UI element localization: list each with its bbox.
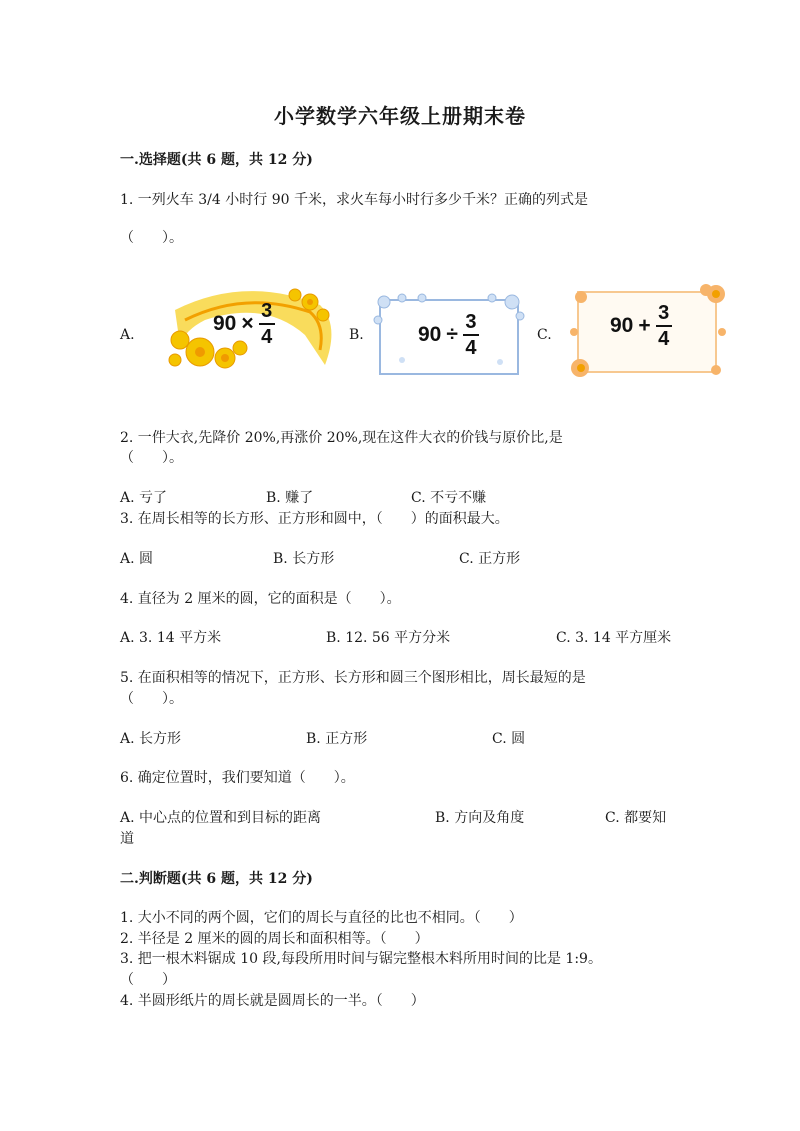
q1-c-numerator: 3: [658, 302, 670, 324]
question-1-blank: （ ）。: [120, 230, 183, 246]
fraction-bar: [463, 334, 479, 336]
q3-option-a: A. 圆: [120, 551, 154, 567]
question-4-stem: 4. 直径为 2 厘米的圆，它的面积是（ ）。: [120, 591, 401, 607]
q3-option-c: C. 正方形: [459, 551, 521, 567]
question-2-blank: （ ）。: [120, 450, 183, 466]
q1-b-number: 90: [418, 323, 442, 346]
question-5-blank: （ ）。: [120, 691, 183, 707]
q1-b-denominator: 4: [465, 337, 477, 359]
judgement-item-3: 3. 把一根木料锯成 10 段,每段所用时间与锯完整根木料所用时间的比是 1:9。: [120, 951, 602, 967]
q6-option-c-wrap: 道: [120, 831, 134, 847]
q6-option-c: C. 都要知: [605, 810, 667, 826]
judgement-item-1: 1. 大小不同的两个圆，它们的周长与直径的比也不相同。（ ）: [120, 910, 523, 926]
section-heading-choice: 一.选择题(共 6 题，共 12 分): [120, 152, 313, 168]
q4-option-b: B. 12. 56 平方分米: [326, 630, 451, 646]
q3-option-b: B. 长方形: [273, 551, 335, 567]
q1-option-b-letter: B.: [349, 327, 364, 343]
page-title: 小学数学六年级上册期末卷: [274, 104, 526, 128]
question-5-stem: 5. 在面积相等的情况下，正方形、长方形和圆三个图形相比，周长最短的是: [120, 670, 586, 686]
question-6-stem: 6. 确定位置时，我们要知道（ ）。: [120, 770, 355, 786]
q2-option-c: C. 不亏不赚: [411, 490, 487, 506]
q1-c-number: 90: [610, 314, 634, 337]
q1-a-fraction: [259, 301, 275, 347]
q1-a-numerator: 3: [261, 300, 273, 322]
q4-option-c: C. 3. 14 平方厘米: [556, 630, 672, 646]
q1-option-a-expression: [213, 301, 275, 347]
q1-c-denominator: 4: [658, 328, 670, 350]
plus-sign: +: [638, 314, 651, 337]
q2-option-a: A. 亏了: [120, 490, 168, 506]
fraction-bar: [259, 323, 275, 325]
multiply-sign: ×: [241, 312, 254, 335]
q1-b-numerator: 3: [465, 311, 477, 333]
section-heading-judgement: 二.判断题(共 6 题，共 12 分): [120, 871, 313, 887]
q2-option-b: B. 赚了: [266, 490, 314, 506]
question-1-stem: 1. 一列火车 3/4 小时行 90 千米，求火车每小时行多少千米？正确的列式是: [120, 192, 588, 208]
divide-sign: ÷: [446, 323, 458, 346]
q1-option-a-letter: A.: [120, 327, 135, 343]
q5-option-a: A. 长方形: [120, 731, 182, 747]
judgement-item-2: 2. 半径是 2 厘米的圆的周长和面积相等。（ ）: [120, 931, 429, 947]
q1-option-c-letter: C.: [537, 327, 552, 343]
q5-option-c: C. 圆: [492, 731, 526, 747]
q6-option-a: A. 中心点的位置和到目标的距离: [120, 810, 322, 826]
q1-option-c-expression: [610, 303, 672, 349]
q1-c-fraction: [656, 303, 672, 349]
q5-option-b: B. 正方形: [306, 731, 368, 747]
q1-option-b-expression: [418, 312, 479, 358]
judgement-item-4: 4. 半圆形纸片的周长就是圆周长的一半。（ ）: [120, 993, 425, 1009]
question-2-stem: 2. 一件大衣,先降价 20%,再涨价 20%,现在这件大衣的价钱与原价比,是: [120, 430, 563, 446]
fraction-bar: [656, 325, 672, 327]
judgement-item-3-blank: （ ）: [120, 972, 176, 988]
q1-a-number: 90: [213, 312, 237, 335]
question-3-stem: 3. 在周长相等的长方形、正方形和圆中，（ ）的面积最大。: [120, 511, 509, 527]
q4-option-a: A. 3. 14 平方米: [120, 630, 222, 646]
q1-b-fraction: [463, 312, 479, 358]
q1-a-denominator: 4: [261, 326, 273, 348]
q6-option-b: B. 方向及角度: [435, 810, 525, 826]
